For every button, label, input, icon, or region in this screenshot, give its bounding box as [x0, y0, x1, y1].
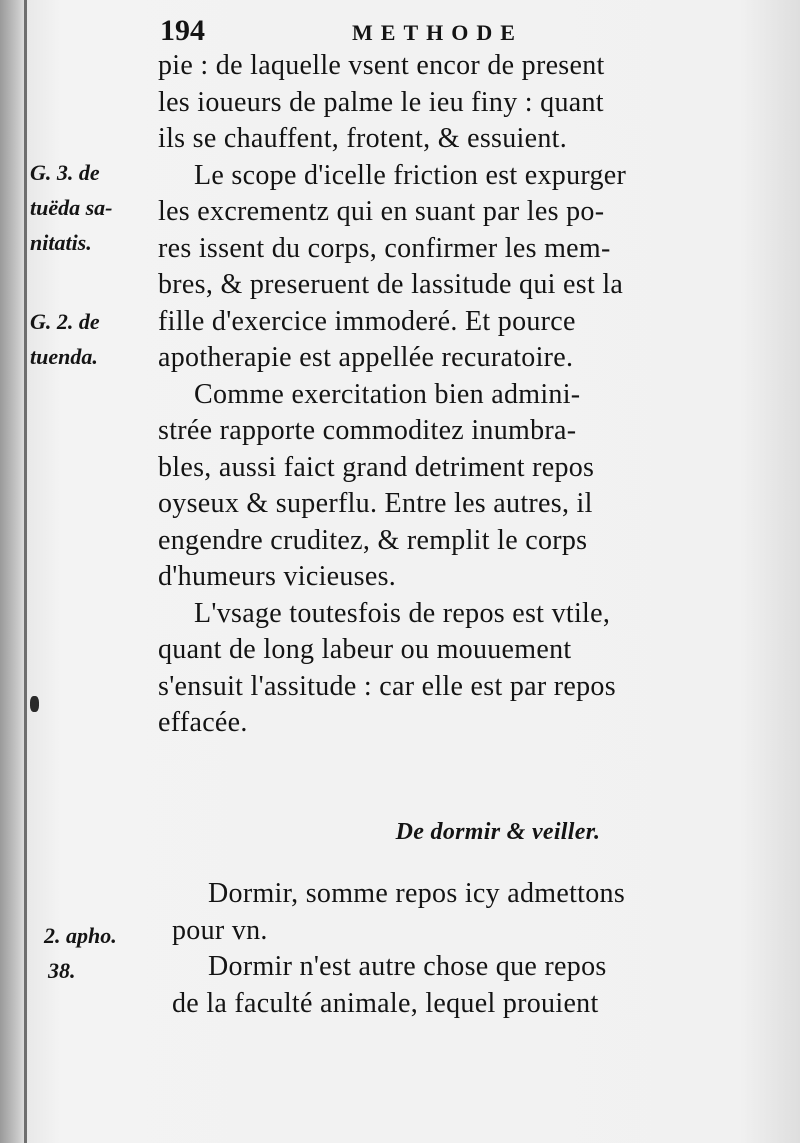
margin-note [44, 918, 117, 988]
text-line: res issent du corps, confirmer les mem- [158, 232, 611, 264]
margin-note-line: tuëda sa- [30, 195, 113, 220]
page-gutter [0, 0, 26, 1143]
text-line: ils se chauffent, frotent, & essuient. [158, 123, 568, 154]
running-title: METHODE [352, 20, 523, 45]
text-line: bles, aussi faict grand detriment repos [158, 451, 595, 483]
margin-note-line: 38. [48, 958, 76, 983]
paragraph [158, 596, 758, 742]
margin-note-line: tuenda. [30, 344, 98, 369]
paragraph [158, 377, 758, 596]
margin-note [30, 304, 100, 374]
text-line: s'ensuit l'assitude : car elle est par repos [158, 670, 616, 702]
text-line: fille d'exercice immoderé. Et pource [158, 305, 576, 337]
paragraph [158, 158, 758, 377]
margin-note-line: 2. apho. [44, 923, 117, 948]
text-line: effacée. [158, 707, 248, 738]
margin-note-line: G. 3. de [30, 160, 100, 185]
margin-note-line: G. 2. de [30, 309, 100, 334]
text-line: les ioueurs de palme le ieu finy : quant [158, 86, 604, 118]
margin-note-line: nitatis. [30, 230, 92, 255]
paragraph [158, 876, 758, 949]
text-line: strée rapporte commoditez inumbra- [158, 415, 577, 446]
paragraph [158, 949, 758, 1022]
text-line: pie : de laquelle vsent encor de present [158, 50, 605, 81]
text-line: Dormir, somme repos icy admettons [208, 878, 626, 909]
text-line: quant de long labeur ou mouuement [158, 634, 572, 665]
margin-note [30, 155, 113, 260]
text-line: oyseux & superflu. Entre les autres, il [158, 488, 593, 519]
binding-edge [24, 0, 27, 1143]
text-line: les excrementz qui en suant par les po- [158, 196, 605, 227]
text-line: Le scope d'icelle friction est expurger [194, 159, 627, 191]
paragraph [158, 48, 758, 158]
text-line: apotherapie est appellée recuratoire. [158, 342, 574, 373]
text-line: engendre cruditez, & remplit le corps [158, 524, 588, 556]
text-line: bres, & preseruent de lassitude qui est la [158, 269, 624, 300]
text-line: de la faculté animale, lequel prouient [172, 987, 599, 1019]
text-line: pour vn. [172, 914, 268, 946]
ink-blot [30, 696, 39, 712]
section-title: De dormir & veiller. [395, 818, 601, 845]
text-line: Dormir n'est autre chose que repos [208, 951, 607, 982]
text-line: L'vsage toutesfois de repos est vtile, [194, 597, 611, 629]
page-number: 194 [160, 14, 205, 47]
text-line: d'humeurs vicieuses. [158, 561, 397, 592]
text-line: Comme exercitation bien admini- [194, 378, 581, 410]
body-text [158, 48, 758, 1022]
